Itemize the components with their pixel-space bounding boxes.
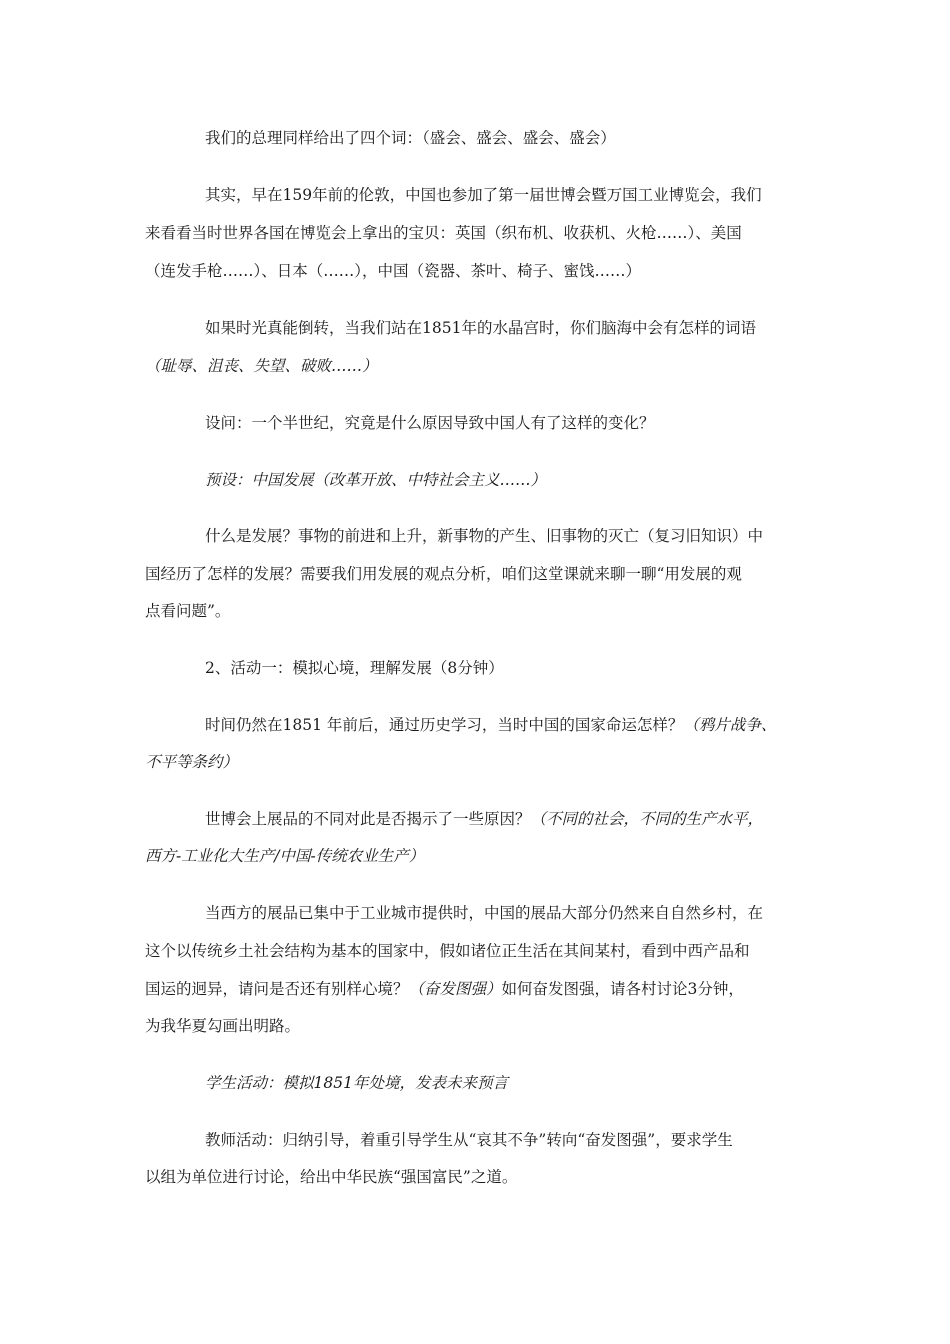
section-heading-activity-one: 2、活动一：模拟心境，理解发展（8分钟） [205,659,504,677]
text-line: 国经历了怎样的发展？需要我们用发展的观点分析，咱们这堂课就来聊一聊“用发展的观 [145,565,742,583]
text-line: 点看问题”。 [145,602,231,620]
italic-answer: （鸦片战争、 [683,716,777,734]
italic-answer: （不同的社会，不同的生产水平， [530,810,764,828]
italic-answer: （耻辱、沮丧、失望、破败……） [145,357,378,375]
text-line: （连发手枪……）、日本（……），中国（瓷器、茶叶、椅子、蜜饯……） [145,262,642,280]
text-run: 国运的迥异，请问是否还有别样心境？ [145,980,409,998]
text-line: 如果时光真能倒转，当我们站在1851年的水晶宫时，你们脑海中会有怎样的词语 [205,319,756,337]
text-run: 时间仍然在1851 年前后，通过历史学习，当时中国的国家命运怎样？ [205,716,684,734]
text-line [205,809,763,829]
italic-answer: 不平等条约） [145,753,239,771]
paragraph-summit-words: 我们的总理同样给出了四个词：（盛会、盛会、盛会、盛会） [205,129,616,147]
text-run: 如何奋发图强，请各村讨论3分钟， [501,980,744,998]
italic-answer: 西方-工业化大生产/中国-传统农业生产） [145,847,425,865]
text-line: 以组为单位进行讨论，给出中华民族“强国富民”之道。 [145,1168,518,1186]
text-line: 什么是发展？事物的前进和上升，新事物的产生、旧事物的灭亡（复习旧知识）中 [205,527,764,545]
text-run: 世博会上展品的不同对此是否揭示了一些原因？ [205,810,531,828]
text-line: 教师活动：归纳引导，着重引导学生从“哀其不争”转向“奋发图强”，要求学生 [205,1131,733,1149]
paragraph-question: 设问：一个半世纪，究竟是什么原因导致中国人有了这样的变化？ [205,414,655,432]
text-line [145,979,744,999]
paragraph-presumption: 预设：中国发展（改革开放、中特社会主义……） [205,471,547,489]
paragraph-student-activity: 学生活动：模拟1851年处境，发表未来预言 [205,1074,508,1092]
text-line: 这个以传统乡土社会结构为基本的国家中，假如诸位正生活在其间某村，看到中西产品和 [145,942,750,960]
text-line: 来看看当时世界各国在博览会上拿出的宝贝：英国（织布机、收获机、火枪……）、美国 [145,224,742,242]
italic-answer: （奋发图强） [408,980,502,998]
text-line: 为我华夏勾画出明路。 [145,1017,301,1035]
text-line [205,715,776,735]
text-line: 当西方的展品已集中于工业城市提供时，中国的展品大部分仍然来自自然乡村，在 [205,904,764,922]
text-line: 其实，早在159年前的伦敦，中国也参加了第一届世博会暨万国工业博览会，我们 [205,186,762,204]
